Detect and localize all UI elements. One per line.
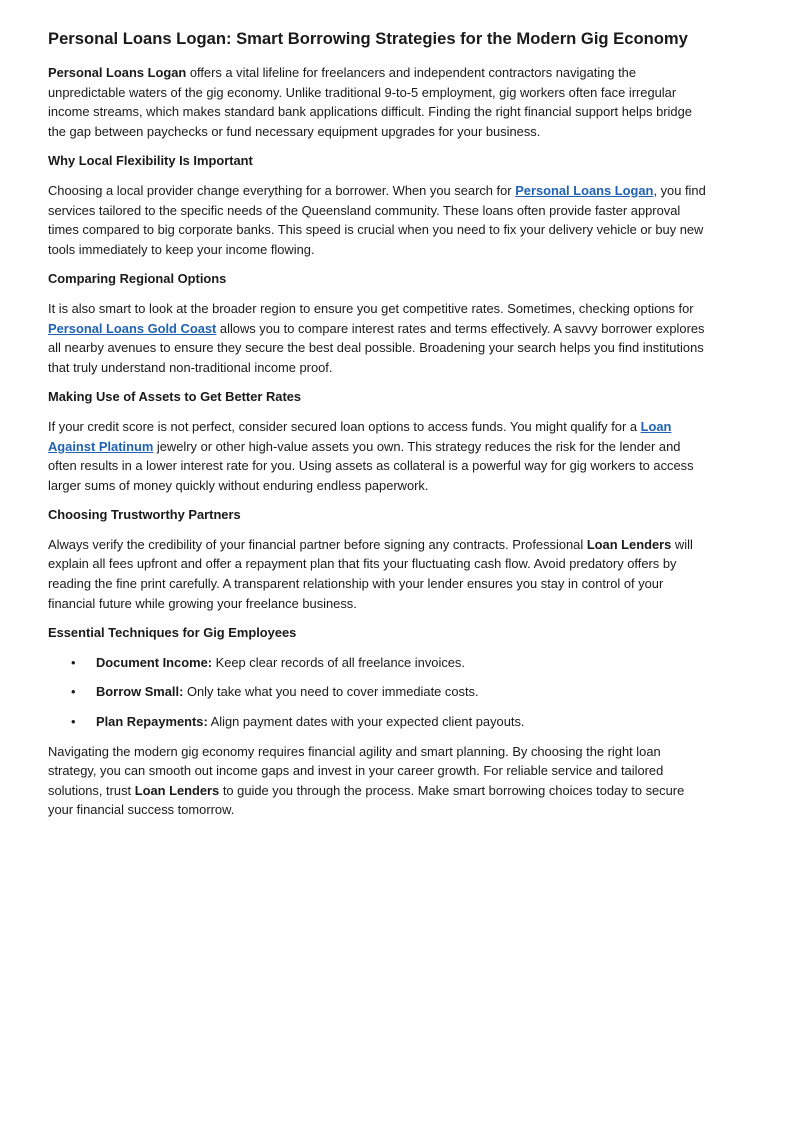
loan-against-platinum-link[interactable]: Loan Against Platinum [48, 418, 672, 454]
paragraph-text: Navigating the modern gig economy requires financial agility and smart planning. By choosing the right loan strategy, you can smooth out income gaps and invest in your career growth. For reliable service and tailored solutions, trust [48, 743, 664, 798]
loan-lenders-bold: Loan Lenders [134, 782, 220, 798]
section-paragraph-local-flexibility [48, 181, 708, 259]
intro-paragraph [48, 63, 708, 141]
paragraph-text: If your credit score is not perfect, consider secured loan options to access funds. You might qualify for a [48, 418, 641, 434]
section-heading-local-flexibility: Why Local Flexibility Is Important [48, 153, 253, 169]
list-item [48, 682, 708, 702]
section-heading-trustworthy-partners: Choosing Trustworthy Partners [48, 507, 241, 523]
list-item-text: Keep clear records of all freelance invoices. [212, 654, 465, 670]
section-paragraph-assets [48, 417, 708, 495]
list-item-label: Plan Repayments: [96, 714, 208, 730]
paragraph-text: will explain all fees upfront and offer a repayment plan that fits your fluctuating cash flow. Avoid predatory offers by reading the fine print carefully. A transparent relationship with your lender ensures you stay in control of your financial future while growing your freelance business. [48, 536, 693, 611]
list-item-text: Align payment dates with your expected client payouts. [207, 714, 525, 730]
list-item-text: Only take what you need to cover immediate costs. [183, 684, 479, 700]
section-heading-assets: Making Use of Assets to Get Better Rates [48, 389, 302, 405]
bullet-icon: • [71, 654, 76, 670]
intro-bold-lead: Personal Loans Logan [48, 65, 187, 80]
section-paragraph-regional-options [48, 299, 708, 377]
paragraph-text: jewelry or other high-value assets you own. This strategy reduces the risk for the lender and often results in a lower interest rate for you. Using assets as collateral is a powerful way for gig workers to access larger sums of money quickly without enduring endless paperwork. [48, 438, 694, 493]
personal-loans-logan-link[interactable]: Personal Loans Logan [515, 182, 654, 198]
conclusion-paragraph [48, 742, 708, 820]
bullet-icon: • [71, 684, 76, 700]
personal-loans-gold-coast-link[interactable]: Personal Loans Gold Coast [48, 320, 217, 336]
page-title: Personal Loans Logan: Smart Borrowing Strategies for the Modern Gig Economy [48, 29, 688, 48]
paragraph-text: allows you to compare interest rates and terms effectively. A savvy borrower explores all nearby avenues to ensure they secure the best deal possible. Broadening your search helps you find institutions that truly understand non-traditional income proof. [48, 320, 705, 375]
paragraph-text: , you find services tailored to the specific needs of the Queensland community. These loans often provide faster approval times compared to big corporate banks. This speed is crucial when you need to fix your delivery vehicle or buy new tools immediately to keep your income flowing. [48, 182, 706, 257]
section-paragraph-trustworthy-partners [48, 535, 708, 613]
list-item [48, 653, 708, 673]
paragraph-text: Always verify the credibility of your financial partner before signing any contracts. Professional [48, 536, 587, 552]
section-heading-techniques: Essential Techniques for Gig Employees [48, 625, 297, 641]
techniques-list [48, 653, 708, 732]
bullet-icon: • [71, 714, 76, 730]
paragraph-text: to guide you through the process. Make smart borrowing choices today to secure your financial success tomorrow. [48, 782, 685, 818]
list-item [48, 712, 708, 732]
document-page [48, 28, 708, 830]
section-heading-regional-options: Comparing Regional Options [48, 271, 227, 287]
loan-lenders-bold: Loan Lenders [586, 536, 672, 552]
list-item-label: Borrow Small: [96, 684, 184, 700]
paragraph-text: It is also smart to look at the broader region to ensure you get competitive rates. Sometimes, checking options for [48, 300, 694, 316]
paragraph-text: Choosing a local provider change everything for a borrower. When you search for [48, 182, 516, 198]
list-item-label: Document Income: [96, 654, 213, 670]
intro-text: offers a vital lifeline for freelancers and independent contractors navigating the unpredictable waters of the gig economy. Unlike traditional 9-to-5 employment, gig workers often face irregular income streams, which makes standard bank applications difficult. Finding the right financial support helps bridge the gap between paychecks or fund necessary equipment upgrades for your business. [48, 65, 692, 139]
